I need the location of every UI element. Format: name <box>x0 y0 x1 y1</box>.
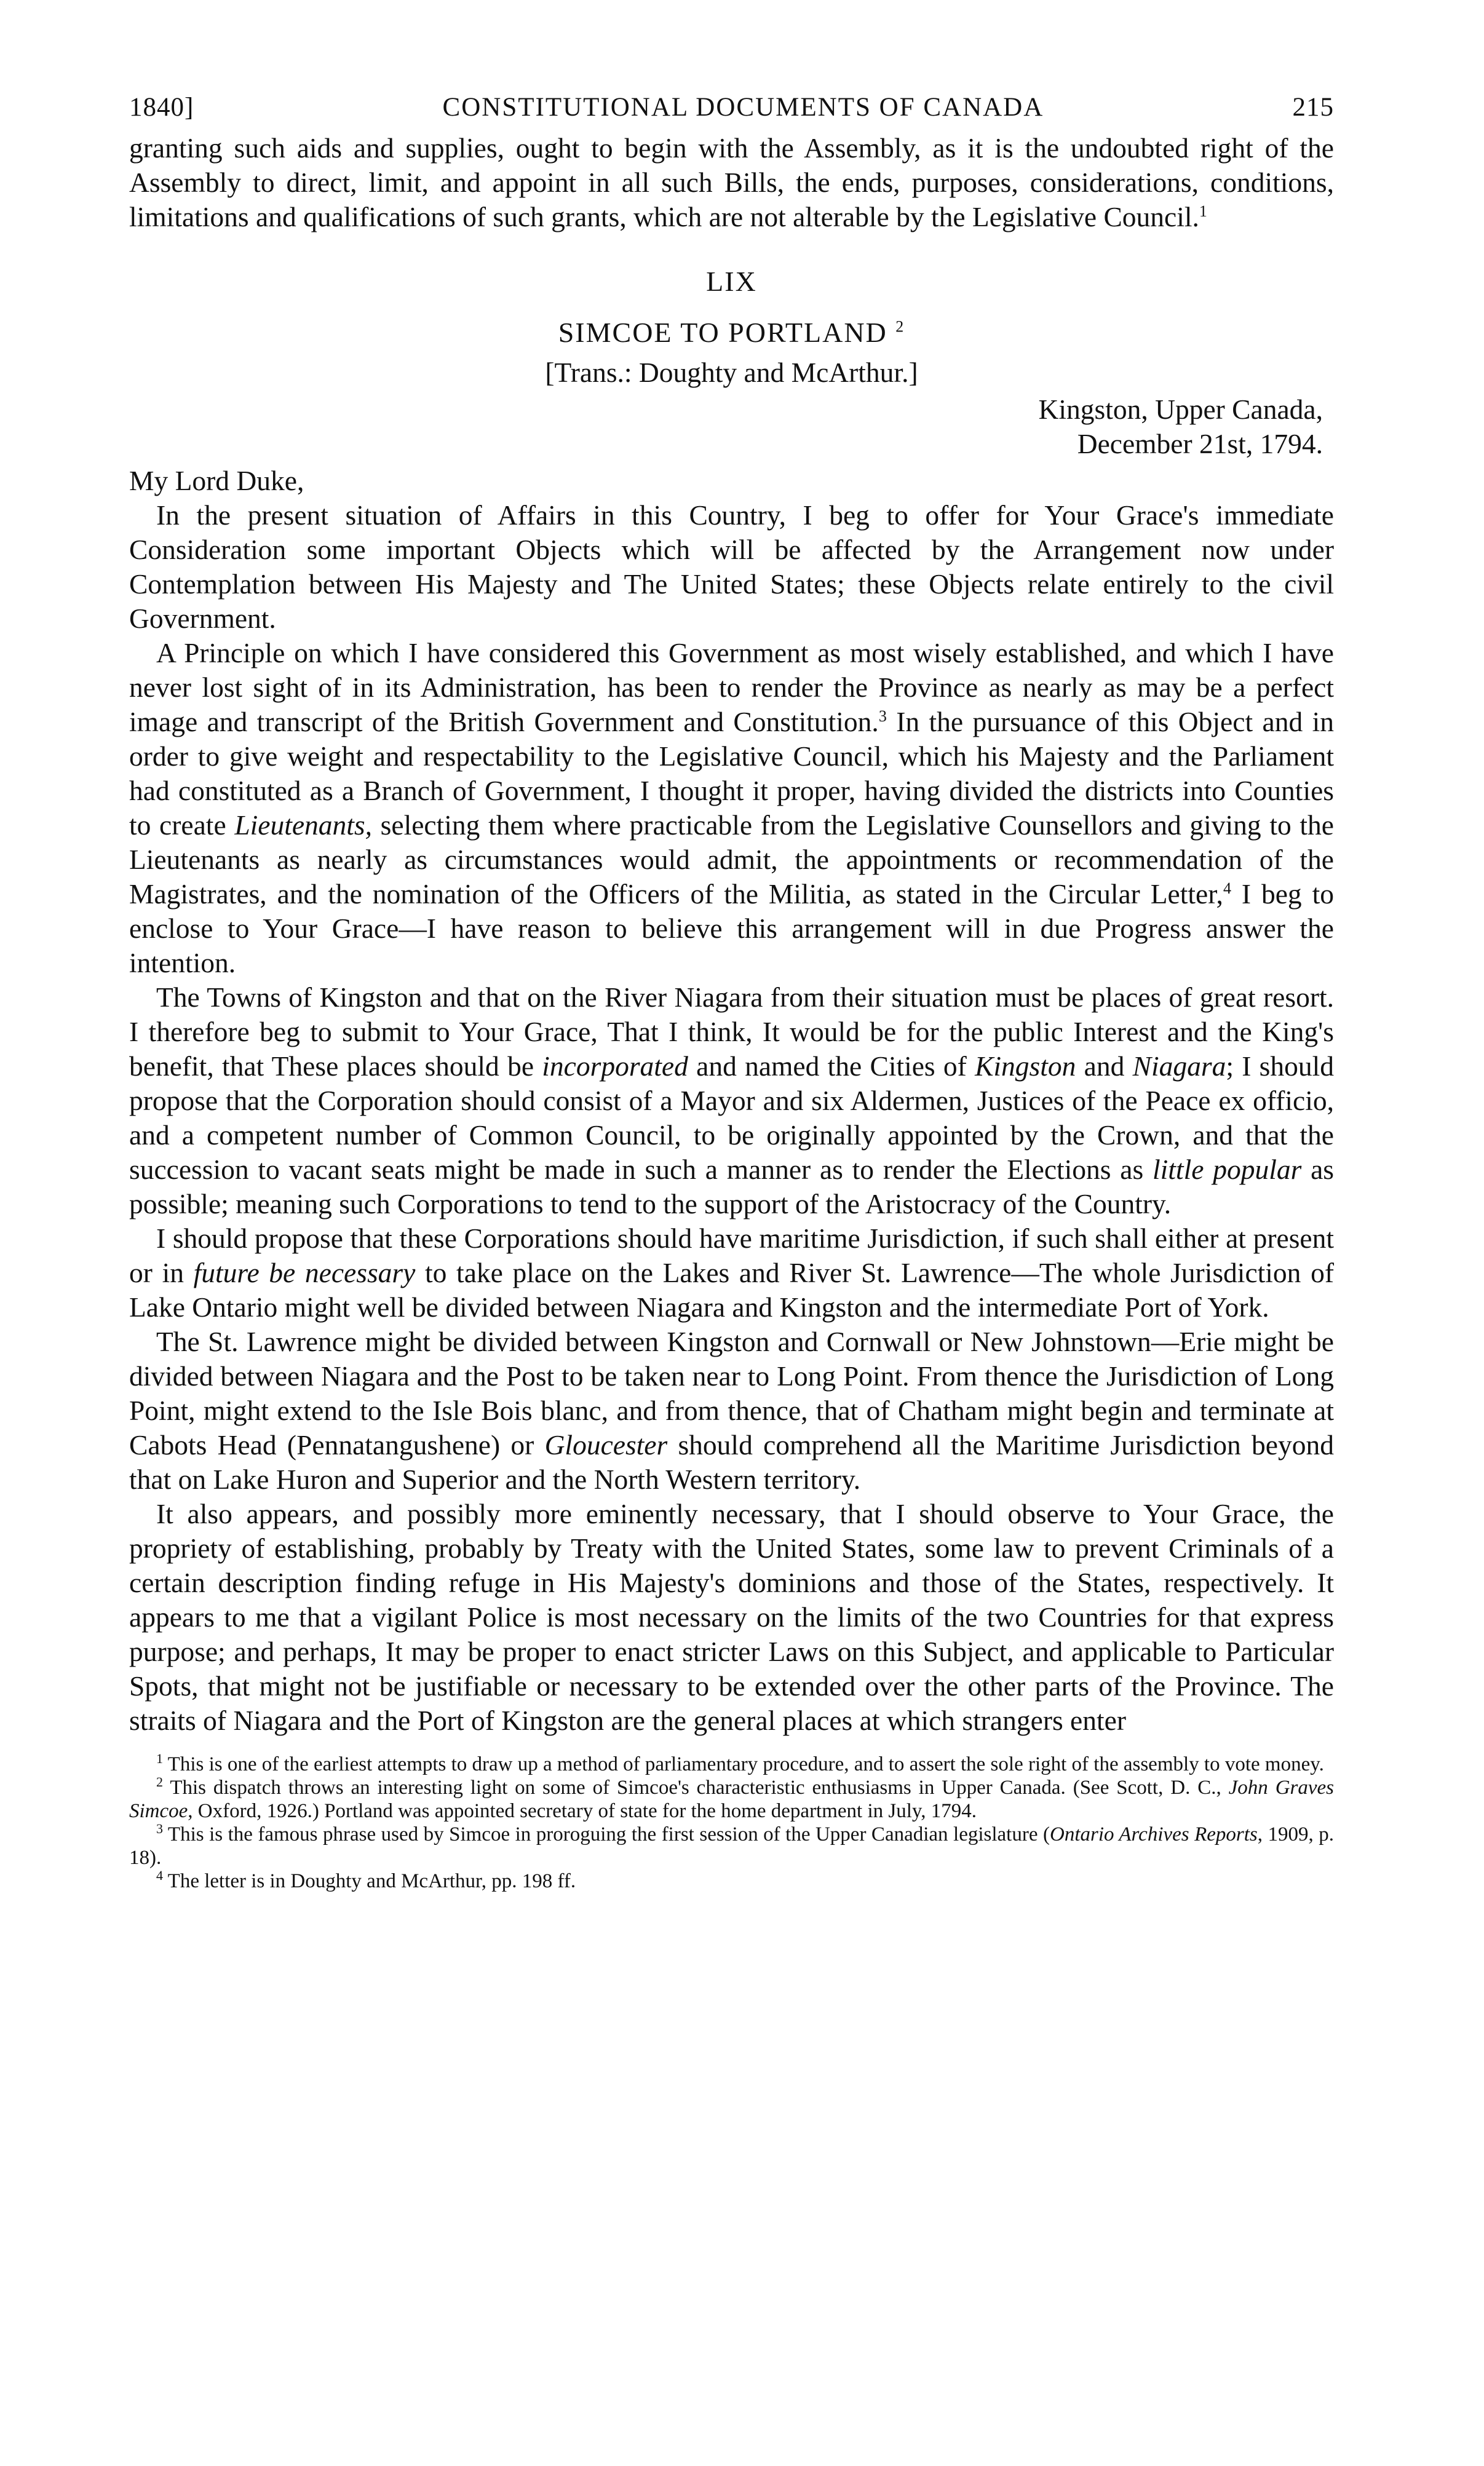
paragraph: It also appears, and possibly more eminently necessary, that I should observe to Your Grace, the propriety of establishing, probably by Treaty with the United States, some law to prevent Criminals of a certain description finding refuge in His Majesty's dominions and those of the States, respectively. It appears to me that a vigilant Police is most necessary on the limits of the two Countries for that express purpose; and perhaps, It may be proper to enact stricter Laws on this Subject, and applicable to Particular Spots, that might not be justifiable or necessary to be extended over the other parts of the Province. The straits of Niagara and the Port of Kingston are the general places at which strangers enter <box>129 1498 1334 1736</box>
footnote-number: 3 <box>156 1821 163 1836</box>
paragraph-text: I should propose that these Corporations should have maritime Jurisdiction, if such shall either at present or in <box>129 1223 1334 1288</box>
paragraph <box>129 1325 1334 1497</box>
emphasis: Lieutenants, <box>234 809 373 841</box>
footnote-ref: 4 <box>1223 879 1231 897</box>
document-source: [Trans.: Doughty and McArthur.] <box>545 357 918 388</box>
emphasis: Gloucester <box>544 1429 668 1461</box>
document-title <box>129 316 1334 349</box>
footnote-ref: 3 <box>878 707 887 725</box>
paragraph-text: A Principle on which I have considered this Government as most wisely established, and which I have never lost sight of in its Administration, has been to render the Province as nearly as may be a perfect image and transcript of the British Government and Constitution. <box>129 637 1334 737</box>
footnotes <box>129 1753 1334 1893</box>
emphasis: Kingston <box>975 1050 1076 1082</box>
continuation-paragraph <box>129 131 1334 234</box>
body-text <box>129 131 1334 234</box>
emphasis: future be necessary <box>193 1257 416 1288</box>
footnote-text: This is the famous phrase used by Simcoe in proroguing the first session of the Upper Canadian legislature ( <box>167 1823 1050 1846</box>
paragraph-text: and <box>1076 1050 1133 1082</box>
running-head-title: CONSTITUTIONAL DOCUMENTS OF CANADA <box>442 93 1044 122</box>
paragraph: In the present situation of Affairs in this Country, I beg to offer for Your Grace's immediate Consideration some important Objects which will be affected by the Arrangement now under Contemplation between His Majesty and The United States; these Objects relate entirely to the civil Government. <box>129 499 1334 634</box>
footnote <box>129 1753 1334 1776</box>
emphasis: incorporated <box>542 1050 688 1082</box>
running-head-year: 1840] <box>129 93 194 122</box>
emphasis: little popular <box>1153 1154 1302 1185</box>
footnote <box>129 1869 1334 1893</box>
paragraph-text: as possible; meaning such Corporations to tend to the support of the Aristocracy of the Country. <box>129 1154 1334 1219</box>
footnote-number: 1 <box>156 1751 163 1766</box>
paragraph <box>129 636 1334 980</box>
document-title-text: SIMCOE TO PORTLAND <box>558 317 887 348</box>
salutation: My Lord Duke, <box>129 465 304 496</box>
paragraph-text: to take place on the Lakes and River St. Lawrence—The whole Jurisdiction of Lake Ontario might well be divided between Niagara and Kingston and the intermediate Port of York. <box>129 1257 1335 1323</box>
footnote <box>129 1823 1334 1869</box>
footnote-number: 2 <box>156 1774 163 1790</box>
emphasis: Ontario Archives Reports <box>1049 1823 1258 1846</box>
dateline <box>129 392 1334 461</box>
paragraph-text: should comprehend all the Maritime Jurisdiction beyond that on Lake Huron and Superior and the North Western territory. <box>129 1429 1334 1495</box>
paragraph-text: selecting them where practicable from the Legislative Counsellors and giving to the Lieutenants as nearly as circumstances would admit, the appointments or recommendation of the Magistrates, and the nomination of the Officers of the Militia, as stated in the Circular Letter, <box>129 809 1334 910</box>
emphasis: Niagara <box>1132 1050 1226 1082</box>
paragraph-text: I beg to enclose to Your Grace—I have reason to believe this arrangement will in due Progress answer the intention. <box>129 878 1334 978</box>
dateline-place: Kingston, Upper Canada, <box>1038 394 1323 425</box>
paragraph-text: The St. Lawrence might be divided between Kingston and Cornwall or New Johnstown—Erie might be divided between Niagara and the Post to be taken near to Long Point. From thence the Jurisdiction of Long Point, might extend to the Isle Bois blanc, and from thence, that of Chatham might begin and terminate at Cabots Head (Pennatangushene) or <box>129 1326 1334 1461</box>
dateline-date: December 21st, 1794. <box>1077 428 1323 459</box>
paragraph <box>129 1221 1334 1325</box>
footnote-ref: 2 <box>895 317 905 336</box>
footnote-text: The letter is in Doughty and McArthur, pp. 198 ff. <box>167 1870 576 1892</box>
paragraph-text: and named the Cities of <box>688 1050 975 1082</box>
running-head <box>129 92 1334 122</box>
footnote-text: , Oxford, 1926.) Portland was appointed secretary of state for the home department in July, 1794. <box>188 1800 977 1822</box>
emphasis: John Graves Simcoe <box>129 1777 1334 1822</box>
paragraph-text: ; I should propose that the Corporation should consist of a Mayor and six Aldermen, Justices of the Peace ex officio, and a competent number of Common Council, to be originally appointed by the Crown, and that the succession to vacant seats might be made in such a manner as to render the Elections as <box>129 1050 1334 1185</box>
footnote-ref: 1 <box>1199 202 1207 220</box>
footnote <box>129 1776 1334 1823</box>
footnote-text: This dispatch throws an interesting light on some of Simcoe's characteristic enthusiasms in Upper Canada. (See Scott, D. C., <box>170 1777 1229 1799</box>
paragraph-text: The Towns of Kingston and that on the River Niagara from their situation must be places of great resort. I therefore beg to submit to Your Grace, That I think, It would be for the public Interest and the King's benefit, that These places should be <box>129 981 1334 1082</box>
footnote-text: , 1909, p. 18). <box>129 1823 1335 1869</box>
continuation-text: granting such aids and supplies, ought to begin with the Assembly, as it is the undoubted right of the Assembly to direct, limit, and appoint in all such Bills, the ends, purposes, considerations, conditions, limitations and qualifications of such grants, which are not alterable by the Legislative Council. <box>129 132 1334 232</box>
footnote-text: This is one of the earliest attempts to draw up a method of parliamentary procedure, and to assert the sole right of the assembly to vote money. <box>167 1753 1324 1775</box>
letter-body <box>129 498 1334 1738</box>
paragraph-text: In the pursuance of this Object and in order to give weight and respectability to the Legislative Council, which his Majesty and the Parliament had constituted as a Branch of Government, I thought it proper, having divided the districts into Counties to create <box>129 706 1334 841</box>
paragraph <box>129 980 1334 1221</box>
document-number: LIX <box>706 266 757 297</box>
footnote-number: 4 <box>156 1868 163 1883</box>
page-number: 215 <box>1292 93 1334 122</box>
